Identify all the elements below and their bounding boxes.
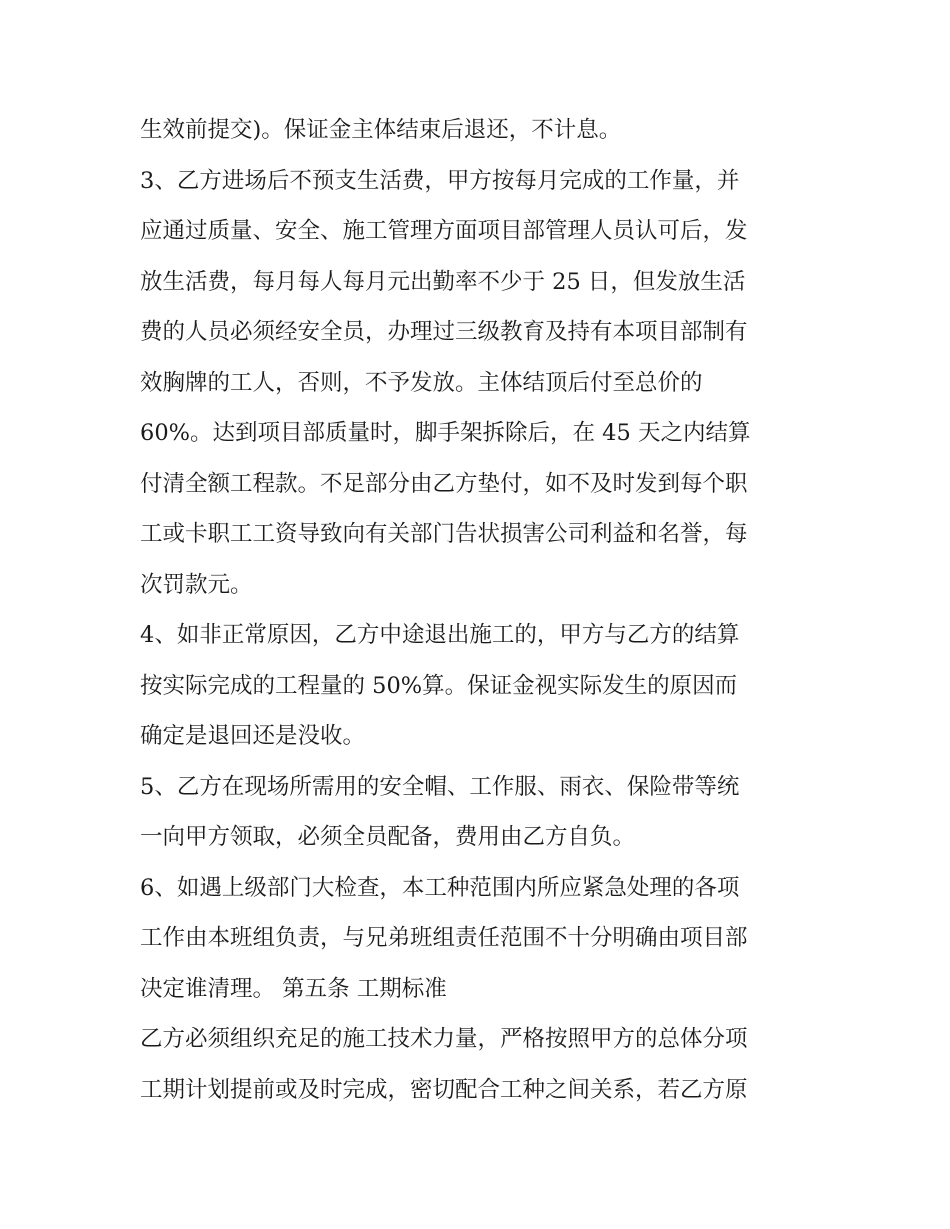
text-line: 工期计划提前或及时完成，密切配合工种之间关系，若乙方原 [140,1076,748,1103]
text-line: 工或卡职工工资导致向有关部门告状损害公司利益和名誉，每 [140,521,748,547]
text-line: 效胸牌的工人，否则，不予发放。主体结顶后付至总价的 [140,369,703,396]
text-line: 付清全额工程款。不足部分由乙方垫付，如不及时发到每个职 [140,470,748,497]
contract-text [140,105,830,1115]
text-line: 按实际完成的工程量的 50%算。保证金视实际发生的原因而 [140,672,738,699]
text-line: 决定谁清理。 第五条 工期标准 [140,975,447,1002]
text-line: 4、如非正常原因，乙方中途退出施工的，甲方与乙方的结算 [140,622,740,648]
text-line: 确定是退回还是没收。 [140,723,366,749]
text-line: 放生活费，每月每人每月元出勤率不少于 25 日，但发放生活 [140,268,746,295]
text-line: 6、如遇上级部门大检查，本工种范围内所应紧急处理的各项 [140,874,740,901]
text-line: 乙方必须组织充足的施工技术力量，严格按照甲方的总体分项 [140,1026,748,1052]
text-line: 5、乙方在现场所需用的安全帽、工作服、雨衣、保险带等统 [140,773,740,800]
text-line: 60%。达到项目部质量时，脚手架拆除后，在 45 天之内结算 [140,420,751,446]
text-line: 一向甲方领取，必须全员配备，费用由乙方自负。 [140,824,636,850]
text-line: 3、乙方进场后不预支生活费，甲方按每月完成的工作量，并 [140,167,740,194]
text-line: 生效前提交)。保证金主体结束后退还，不计息。 [140,117,622,143]
text-line: 次罚款元。 [140,571,253,598]
text-line: 工作由本班组负责，与兄弟班组责任范围不十分明确由项目部 [140,925,748,951]
text-line: 应通过质量、安全、施工管理方面项目部管理人员认可后，发 [140,218,748,244]
text-line: 费的人员必须经安全员，办理过三级教育及持有本项目部制有 [140,319,748,345]
